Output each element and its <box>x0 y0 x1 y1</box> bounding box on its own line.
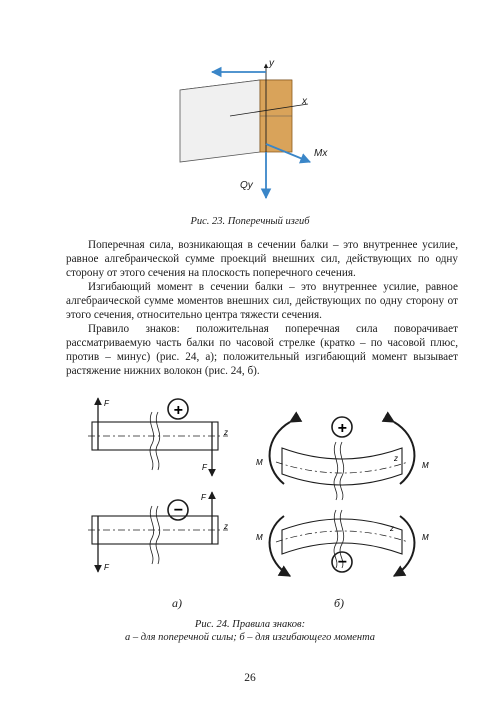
shear-positive-diagram <box>88 398 228 476</box>
moment-label: M <box>256 458 263 467</box>
y-axis-label: y <box>269 58 274 69</box>
moment-label: M <box>422 533 429 542</box>
axis-z-label: z <box>394 454 398 463</box>
beam-side-face <box>180 80 260 162</box>
page-number: 26 <box>244 672 256 684</box>
shear-label: Qy <box>240 180 253 191</box>
figure-24-caption-title: Рис. 24. Правила знаков: <box>194 619 306 630</box>
axis-z-label: z <box>224 428 228 437</box>
subfigure-a-label: а) <box>172 596 182 610</box>
paragraph-sign-rule: Правило знаков: положительная поперечная сила поворачивает рассматриваемую часть балки по часовой стрелке (кратко – по часовой плюс, против – минус) (рис. 24, а); положительный изгибающий момент вызывает растяжение нижних волокон (рис. 24, б). <box>66 323 458 377</box>
paragraph-bending-moment: Изгибающий момент в сечении балки – это внутреннее усилие, равное алгебраической сумме моментов внешних сил, действующих по одну сторону от этого сечения, относительно центра тяжести сечения. <box>66 281 458 321</box>
figure-23-caption: Рис. 23. Поперечный изгиб <box>190 216 310 227</box>
sign-rules-figure <box>60 392 460 592</box>
force-label: F <box>104 399 109 408</box>
plus-sign: + <box>173 402 183 419</box>
body-text <box>66 238 458 378</box>
force-label: F <box>202 463 207 472</box>
shear-negative-diagram <box>88 492 228 572</box>
transverse-bending-figure <box>170 52 350 202</box>
figure-24-caption-detail: а – для поперечной силы; б – для изгибающего момента <box>124 632 376 643</box>
plus-sign: + <box>337 420 347 437</box>
figure-24-caption <box>0 618 500 644</box>
axis-z-label: z <box>390 524 394 533</box>
moment-label: M <box>422 461 429 470</box>
moment-negative-diagram <box>256 510 429 576</box>
moment-label: Mx <box>314 148 328 159</box>
moment-positive-diagram <box>256 417 429 500</box>
x-axis-label: x <box>302 96 307 107</box>
minus-sign: − <box>337 554 347 571</box>
subfigure-b-label: б) <box>334 596 345 610</box>
force-label: F <box>201 493 206 502</box>
force-label: F <box>104 563 109 572</box>
paragraph-shear-force: Поперечная сила, возникающая в сечении балки – это внутреннее усилие, равное алгебраической сумме проекций внешних сил, действующих по одну сторону от этого сечения на плоскость поперечного сечения. <box>66 239 458 279</box>
moment-label: M <box>256 533 263 542</box>
minus-sign: − <box>173 502 183 519</box>
axis-z-label: z <box>224 522 228 531</box>
